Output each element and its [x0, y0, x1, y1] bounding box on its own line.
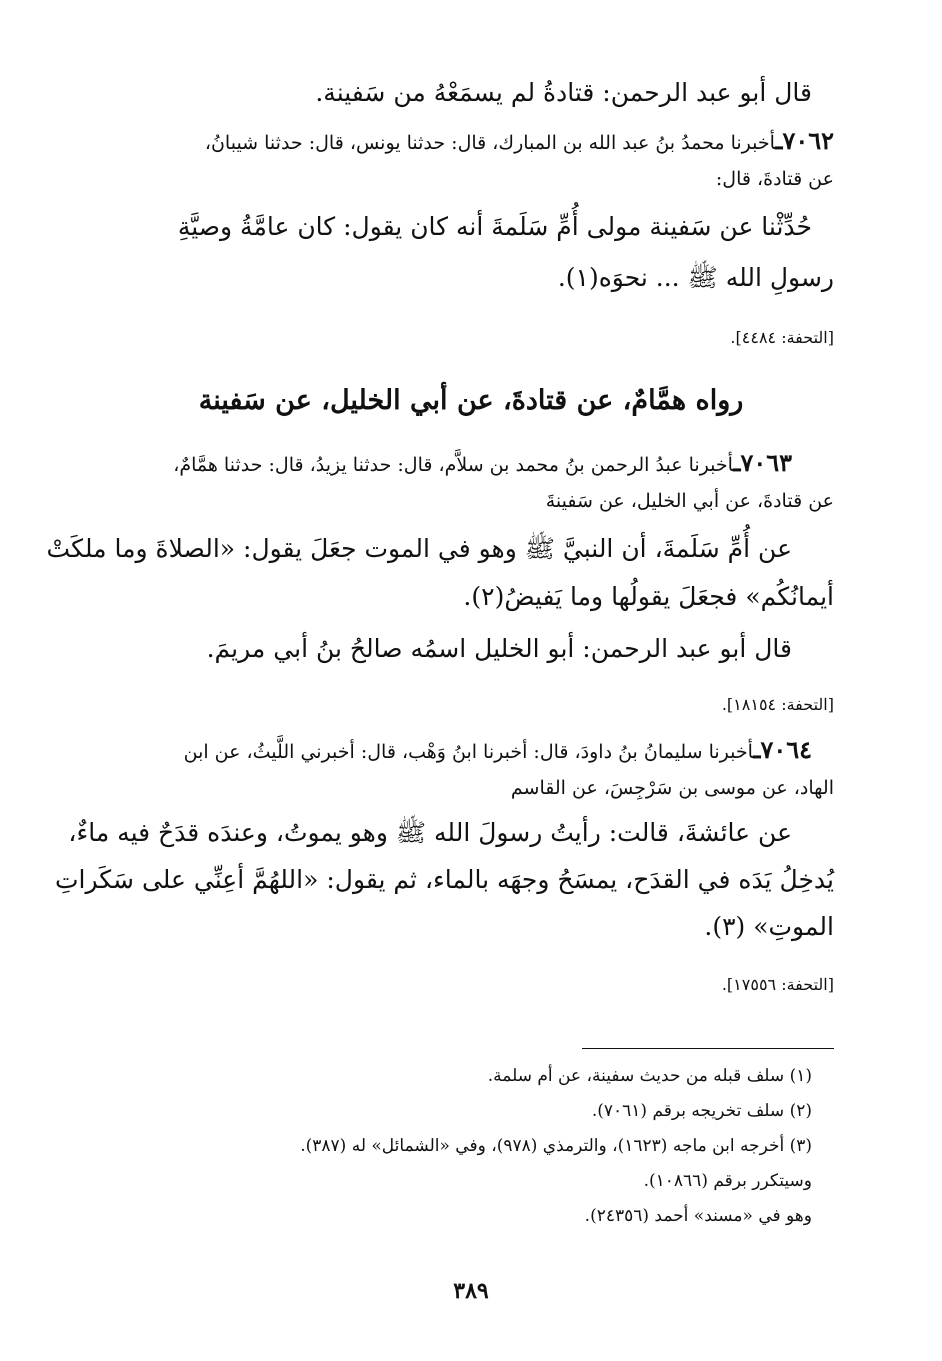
footnote: وسيتكرر برقم (١٠٨٦٦). — [643, 1171, 812, 1191]
footnote: (٢) سلف تخريجه برقم (٧٠٦١). — [591, 1101, 812, 1121]
matn-line: أيمانُكُم» فجعَلَ يقولُها وما يَفيضُ(٢). — [463, 582, 834, 611]
hadith-number: ٧٠٦٢ـ — [775, 126, 834, 155]
tuhfa-reference: [التحفة: ٤٤٨٤]. — [730, 328, 834, 347]
page-number: ٣٨٩ — [453, 1278, 489, 1304]
hadith-7064-isnad — [184, 735, 812, 764]
text-line: الهاد، عن موسى بن سَرْجِسَ، عن القاسم — [510, 777, 834, 799]
author-note: قال أبو عبد الرحمن: أبو الخليل اسمُه صالحُ بنُ أبي مريمَ. — [206, 634, 792, 663]
footnote-divider — [582, 1048, 834, 1049]
footnote: (٣) أخرجه ابن ماجه (١٦٢٣)، والترمذي (٩٧٨)، وفي «الشمائل» له (٣٨٧). — [300, 1136, 812, 1156]
text-line: قال أبو عبد الرحمن: قتادةُ لم يسمَعْهُ من سَفينة. — [315, 78, 812, 107]
hadith-number: ٧٠٦٣ـ — [733, 448, 792, 477]
matn-line: رسولِ الله ﷺ ... نحوَه(١). — [557, 263, 834, 292]
isnad-text: أخبرنا سليمانُ بنُ داودَ، قال: أخبرنا ابنُ وَهْب، قال: أخبرني اللَّيثُ، عن ابن — [183, 741, 754, 763]
hadith-7062-isnad — [205, 126, 834, 155]
text-line: عن قتادةَ، عن أبي الخليل، عن سَفينةَ — [545, 490, 834, 512]
section-heading: رواه همَّامٌ، عن قتادةَ، عن أبي الخليل، عن سَفينة — [198, 385, 744, 416]
isnad-text: أخبرنا عبدُ الرحمن بنُ محمد بن سلاَّم، قال: حدثنا يزيدُ، قال: حدثنا همَّامٌ، — [173, 454, 734, 476]
footnote: وهو في «مسند» أحمد (٢٤٣٥٦). — [584, 1206, 812, 1226]
hadith-number: ٧٠٦٤ـ — [753, 735, 812, 764]
text-line: عن قتادةَ، قال: — [715, 168, 834, 190]
tuhfa-reference: [التحفة: ١٨١٥٤]. — [721, 695, 834, 714]
matn-line: يُدخِلُ يَدَه في القدَح، يمسَحُ وجهَه بالماء، ثم يقول: «اللهُمَّ أعِنِّي على سَكَراتِ — [54, 865, 834, 894]
isnad-text: أخبرنا محمدُ بنُ عبد الله بن المبارك، قال: حدثنا يونس، قال: حدثنا شيبانُ، — [204, 132, 776, 154]
matn-line: عن أُمِّ سَلَمةَ، أن النبيَّ ﷺ وهو في الموت جعَلَ يقول: «الصلاةَ وما ملكَتْ — [46, 534, 792, 563]
matn-line: عن عائشةَ، قالت: رأيتُ رسولَ الله ﷺ وهو يموتُ، وعندَه قدَحٌ فيه ماءٌ، — [68, 818, 792, 847]
matn-line: الموتِ» (٣). — [704, 912, 834, 941]
hadith-7063-isnad — [173, 448, 792, 477]
footnote: (١) سلف قبله من حديث سفينة، عن أم سلمة. — [487, 1066, 812, 1086]
matn-line: حُدِّثْنا عن سَفينة مولى أُمِّ سَلَمةَ أنه كان يقول: كان عامَّةُ وصيَّةِ — [177, 212, 812, 241]
tuhfa-reference: [التحفة: ١٧٥٥٦]. — [721, 975, 834, 994]
